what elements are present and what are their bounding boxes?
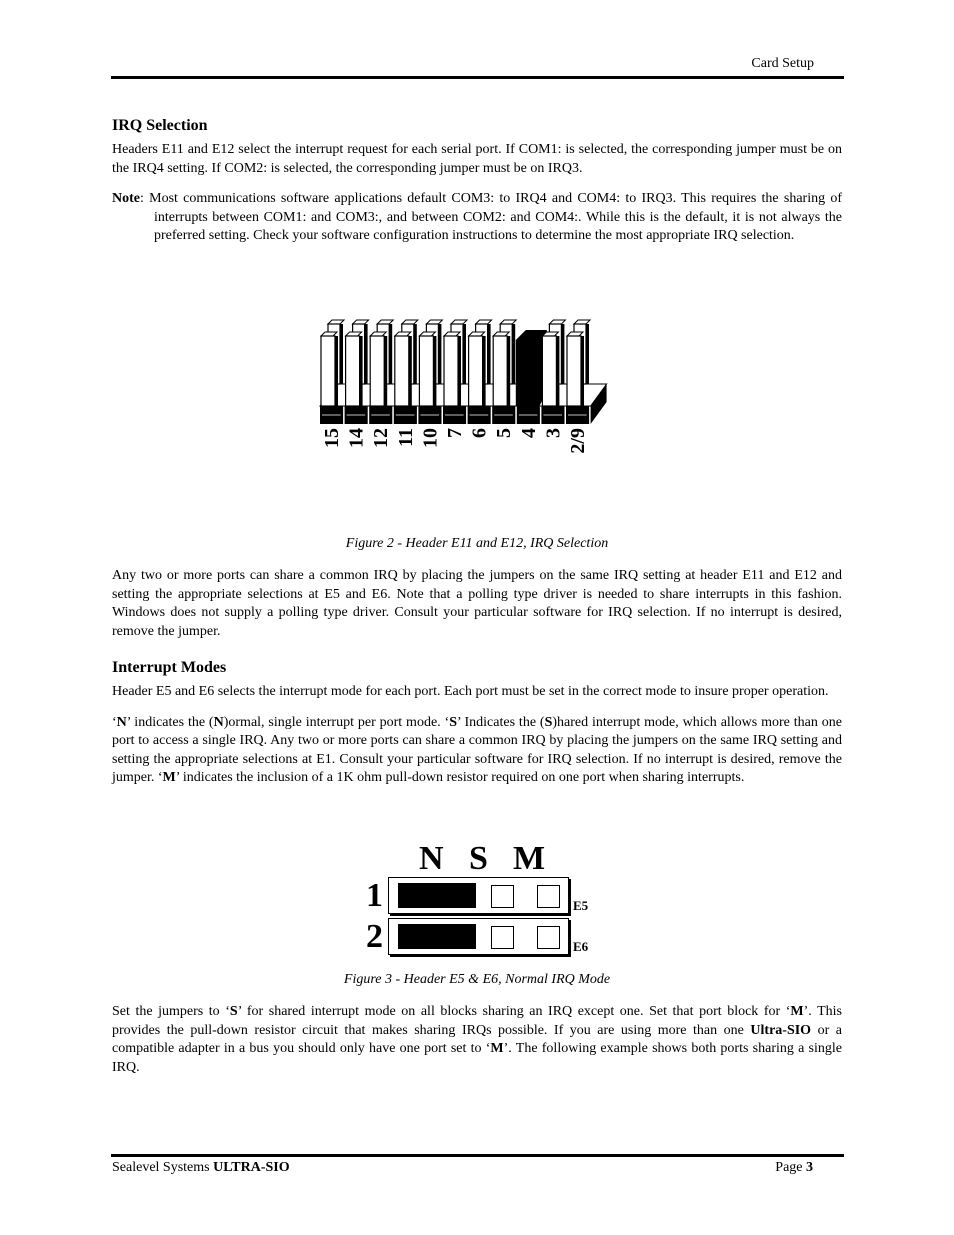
pin-back-cap [574,320,590,324]
header-base-top [320,384,607,406]
text-run: Set the jumpers to ‘ [112,1004,230,1019]
figure3-caption: Figure 3 - Header E5 & E6, Normal IRQ Mode [343,972,611,987]
pin-front [567,336,581,406]
pin-back-shadow [512,324,515,384]
jumper-block [398,883,476,908]
column-label-n: N [419,840,444,877]
bold-m: M [790,1004,804,1019]
page-number: 3 [806,1160,813,1175]
column-label-s: S [469,840,488,877]
pin-back-shadow [438,324,441,384]
pin-m [537,926,560,949]
note-text: : Most communications software applications default COM3: to IRQ4 and COM4: to IRQ3. This requires the sharing of interrupts between COM1: and COM3:, and between COM2: and COM4:. While this is the default, it is not always the preferred setting. Check your software configuration instructions to determine the most appropriate IRQ selection. [140,191,842,243]
bold-s: S [449,714,457,730]
pin-m [537,885,560,908]
footer-rule [111,1154,844,1157]
irq-label-3: 3 [542,428,565,438]
pin-front-shadow [581,336,584,406]
text-run: ’. The following example shows both ports sharing a single IRQ. [112,1041,842,1075]
text-run: ’ for shared interrupt mode on all blocks sharing an IRQ except one. Set that port block for ‘ [237,1004,791,1019]
note-paragraph [112,190,842,246]
pin-front-shadow [335,336,338,406]
pin-back-shadow [561,324,564,384]
irq-label-4: 4 [517,428,540,438]
pin-s [491,926,514,949]
row-number-1: 1 [366,877,383,914]
company-name: Sealevel Systems [112,1160,214,1175]
bold-n: N [213,714,224,730]
label-e6: E6 [573,939,589,954]
pin-front-shadow [556,336,559,406]
bold-s: S [544,714,553,730]
pin-back-shadow [414,324,417,384]
row-number-2: 2 [366,918,383,955]
footer-company [112,1160,290,1176]
header-e6 [388,918,569,955]
pin-back-shadow [586,324,589,384]
figure2-caption: Figure 2 - Header E11 and E12, IRQ Selection [345,536,609,551]
modes-paragraph-2 [112,714,842,788]
pin-back-cap [476,320,492,324]
final-block [112,1003,842,1077]
pin-back-shadow [365,324,368,384]
pin-front-shadow [458,336,461,406]
jumper-shunt [516,340,540,406]
irq-label-7: 7 [444,428,466,438]
pin-front-shadow [360,336,363,406]
pin-back-shadow [389,324,392,384]
pin-back-cap [328,320,344,324]
irq-label-14: 14 [345,428,368,448]
pin-front [395,336,409,406]
irq-label-12: 12 [370,428,393,448]
text-run: ’ Indicates the ( [457,714,545,730]
share-block [112,567,842,788]
share-paragraph: Any two or more ports can share a common IRQ by placing the jumpers on the same IRQ setting at header E11 and E12 and setting the appropriate selections at E5 and E6. Note that a polling type driver is needed to share interrupts in this fashion. Windows does not supply a polling type driver. Consult your particular software for IRQ selection. If no interrupt is desired, remove the jumper. [112,568,842,639]
section-title-irq: IRQ Selection [112,117,208,134]
pin-back-cap [377,320,393,324]
text-run: or a compatible adapter in a bus you should only have one port set to ‘ [112,1022,842,1056]
pin-front-shadow [433,336,436,406]
pin-front-shadow [483,336,486,406]
irq-paragraph: Headers E11 and E12 select the interrupt request for each serial port. If COM1: is selected, the corresponding jumper must be on the IRQ4 setting. If COM2: is selected, the corresponding jumper must be on IRQ3. [112,142,842,176]
pin-front-shadow [384,336,387,406]
page-label: Page [775,1160,806,1175]
note-label: Note [112,191,140,206]
bold-s: S [229,1004,238,1019]
jumper-block [398,924,476,949]
header-rule [111,76,844,79]
bold-m: M [162,770,176,785]
text-run: ’ indicates the ( [126,714,214,730]
bold-n: N [116,714,127,730]
pin-front [321,336,335,406]
pin-back-cap [426,320,442,324]
irq-label-10: 10 [419,428,442,448]
pin-front-shadow [409,336,412,406]
irq-header-figure [310,310,650,480]
footer-page [775,1160,813,1176]
irq-label-5: 5 [493,428,516,438]
text-run: )ormal, single interrupt per port mode. ‘ [223,714,450,730]
text-run: )hared interrupt mode, which allows more than one port to access a single IRQ. Any two or more ports can share a common IRQ by placing the jumpers on the same IRQ setting and setting the appropriate selections at E1. Consult your particular software for IRQ selection. If no interrupt is desired, remove the jumper. ‘ [112,714,842,785]
text-run: ’. This provides the pull-down resistor circuit that makes sharing IRQs possible. If you are using more than one [112,1004,842,1038]
irq-label-6: 6 [468,428,491,438]
pin-front [370,336,384,406]
pin-back-shadow [463,324,466,384]
pin-back-shadow [488,324,491,384]
irq-label-15: 15 [321,428,343,448]
product-name: Ultra-SIO [750,1022,812,1038]
pin-front [493,336,507,406]
pin-front [444,336,458,406]
footer-product: ULTRA-SIO [213,1160,290,1175]
pin-front [542,336,556,406]
pin-front [346,336,360,406]
pin-s [491,885,514,908]
irq-label-11: 11 [394,428,417,447]
main-content [112,117,842,246]
pin-back-cap [451,320,467,324]
pin-back-cap [500,320,516,324]
section-title-modes: Interrupt Modes [112,659,227,676]
pin-front-shadow [507,336,510,406]
text-run: ’ indicates the inclusion of a 1K ohm pull-down resistor required on one port when sharing interrupts. [175,770,745,785]
text-run: ‘ [112,714,117,730]
pin-back-cap [402,320,418,324]
column-label-m: M [513,840,546,877]
irq-label-2-9: 2/9 [567,428,589,454]
pin-back-shadow [340,324,343,384]
pin-back-cap [549,320,565,324]
pin-front [469,336,483,406]
pin-back-cap [353,320,369,324]
running-header: Card Setup [751,56,814,71]
header-e5 [388,877,569,914]
pin-front [419,336,433,406]
bold-m: M [490,1041,504,1056]
final-paragraph [112,1003,842,1077]
label-e5: E5 [573,898,589,913]
modes-paragraph-1: Header E5 and E6 selects the interrupt mode for each port. Each port must be set in the correct mode to insure proper operation. [112,684,829,699]
